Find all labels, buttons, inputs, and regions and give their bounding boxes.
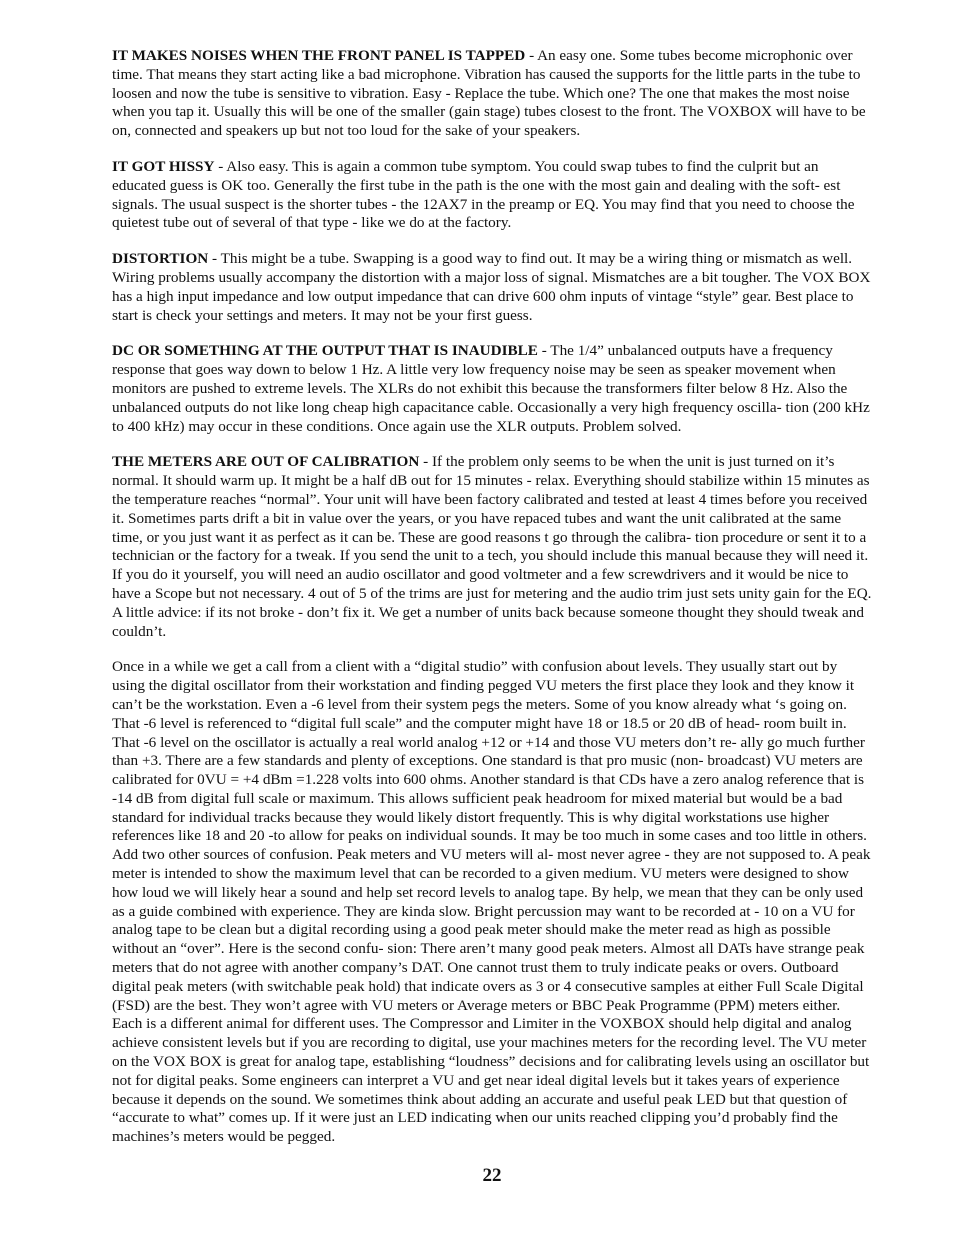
section-body: - Also easy. This is again a common tube symptom. You could swap tubes to find the culprit but an educated guess is OK too. Generally the first tube in the path is the one with the most gain and dealing with the soft- est signals. The usual suspect is the shorter tubes - the 12AX7 in the preamp or EQ. You may find that you need to choose the quietest tube out of several of that type - like we do at the factory. [112,157,855,232]
section-body: - An easy one. Some tubes become microphonic over time. That means they start acting like a bad microphone. Vibration has caused the supports for the little parts in the tube to loosen and now the tube is sensitive to vibration. Easy - Replace the tube. Which one? The one that makes the most noise when you tap it. Usually this will be one of the smaller (gain stage) tubes closest to the front. The VOXBOX will have to be on, connected and speakers up but not too loud for the sake of your speakers. [112,47,866,140]
section-meter-calibration [112,453,872,641]
section-heading: THE METERS ARE OUT OF CALIBRATION [112,453,420,471]
section-body: Once in a while we get a call from a client with a “digital studio” with confusion about levels. They usually start out by using the digital oscillator from their workstation and finding pegged VU meters the first place they look and they know it can’t be the workstation. Even a -6 level from their system pegs the meters. Some of you know already what ‘s going on. That -6 level is referenced to “digital full scale” and the computer might have 18 or 18.5 or 20 dB of head- room built in. That -6 level on the oscillator is actually a real world analog +12 or +14 and those VU meters don’t re- ally go much further than +3. There are a few standards and plenty of exceptions. One standard is that pro music (non- broadcast) VU meters are calibrated for 0VU = +4 dBm =1.228 volts into 600 ohms. Another standard is that CDs have a zero analog reference that is -14 dB from digital full scale or maximum. This allows sufficient peak headroom for mixed material but would be a bad standard for individual tracks because they would likely distort frequently. This is why digital workstations use higher references like 18 and 20 -to allow for peaks on individual sounds. It may be too much in some cases and too little in others. Add two other sources of confusion. Peak meters and VU meters will al- most never agree - they are not supposed to. A peak meter is intended to show the maximum level that can be recorded to a given medium. VU meters were designed to show how loud we will likely hear a sound and help set record levels to analog tape. By help, we mean that they can be only used as a guide combined with experience. They are kinda slow. Bright percussion may want to be recorded at - 10 on a VU for analog tape to be clean but a digital recording using a good peak meter should make the meter read as high as possible without an “over”. Here is the second confu- sion: There aren’t many good peak meters. Almost all DATs have strange peak meters that do not agree with another company’s DAT. One cannot trust them to truly indicate peaks or overs. Outboard digital peak meters (with switchable peak hold) that indicate overs as 3 or 4 consecutive samples at either Full Scale Digital (FSD) are the best. They won’t agree with VU meters or Average meters or BBC Peak Programme (PPM) meters either. Each is a different animal for different uses. The Compressor and Limiter in the VOXBOX should help digital and analog achieve consistent levels but if you are recording to digital, use your machines meters for the recording level. The VU meter on the VOX BOX is great for analog tape, establishing “loudness” decisions and for calibrating levels using an oscillator but not for digital peaks. Some engineers can interpret a VU and get near ideal digital levels but it takes years of experience because it depends on the sound. We sometimes think about adding an accurate and useful peak LED but that question of “accurate to what” comes up. If it were just an LED indicating when our units reached clipping you’d probably find the machines’s meters would be pegged. [112,658,871,1146]
manual-page-content [112,47,872,1164]
section-distortion [112,250,872,325]
section-hissy [112,158,872,233]
section-heading: IT GOT HISSY [112,157,215,175]
section-front-panel-tapped [112,47,872,141]
section-heading: DISTORTION [112,250,209,268]
page-number: 22 [482,1165,502,1186]
section-body: - This might be a tube. Swapping is a good way to find out. It may be a wiring thing or mismatch as well. Wiring problems usually accompany the distortion with a major loss of signal. Mismatches are a bit tougher. The VOX BOX has a high input impedance and low output impedance that can drive 600 ohm inputs of vintage “style” gear. Best place to start is check your settings and meters. It may not be your first guess. [112,250,871,324]
section-body: - If the problem only seems to be when the unit is just turned on it’s normal. It should warm up. It might be a half dB out for 15 minutes - relax. Everything should stabilize within 15 minutes as the temperature reaches “normal”. Your unit will have been factory calibrated and tested at least 4 times before you received it. Sometimes parts drift a bit in value over the years, or you have repaced tubes and want the unit calibrated at the same time, or you just want it as perfect as it can be. These are good reasons t go through the calibra- tion procedure or sent it to a technician or the factory for a tweak. If you send the unit to a tech, you should include this manual because they will need it. If you do it yourself, you will need an audio oscillator and good voltmeter and a few screwdrivers and it would be nice to have a Scope but not necessary. 4 out of 5 of the trims are just for metering and the audio trim just sets unity gain for the EQ. A little advice: if its not broke - don’t fix it. We get a number of units back because someone thought they should tweak and couldn’t. [112,453,872,640]
section-digital-levels [112,658,872,1147]
section-heading: DC OR SOMETHING AT THE OUTPUT THAT IS INAUDIBLE [112,342,538,360]
section-heading: IT MAKES NOISES WHEN THE FRONT PANEL IS TAPPED [112,47,526,64]
section-body: - The 1/4” unbalanced outputs have a frequency response that goes way down to below 1 Hz. A little very low frequency noise may be seen as speaker movement when monitors are pushed to extreme levels. The XLRs do not exhibit this because the transformers filter below 8 Hz. Also the unbalanced outputs do not like long cheap high capacitance cable. Occasionally a very high frequency oscilla- tion (200 kHz to 400 kHz) may occur in these conditions. Once again use the XLR outputs. Problem solved. [112,342,870,435]
section-dc-output [112,342,872,436]
